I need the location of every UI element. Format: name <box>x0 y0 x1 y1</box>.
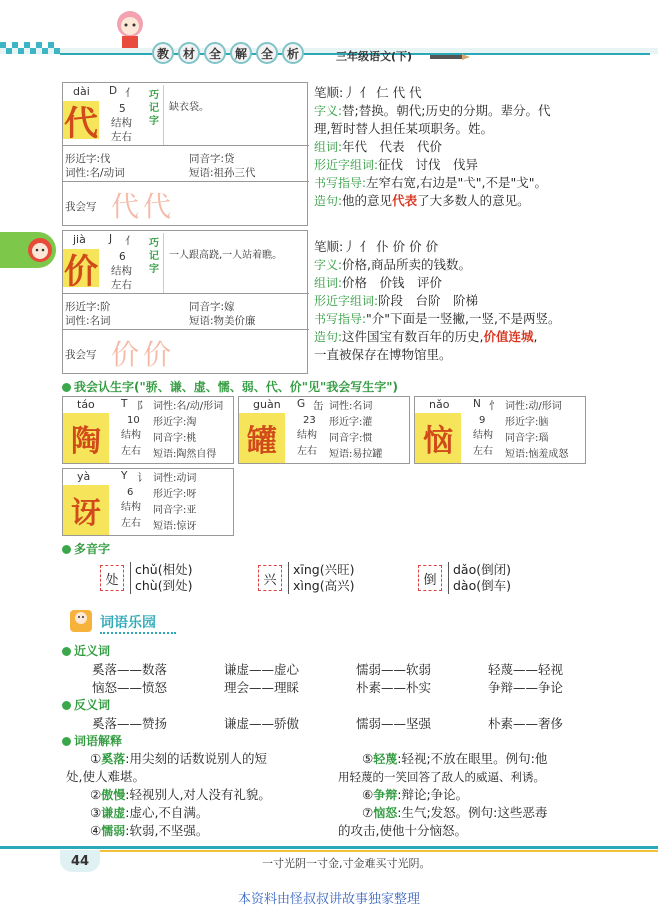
layout: 左右 <box>111 131 132 143</box>
num: ④ <box>90 823 102 838</box>
meaning: 价格,商品所卖的钱数。 <box>342 257 472 272</box>
word-pair: 奚落——数落 <box>92 662 168 677</box>
radical: 讠 <box>137 472 148 484</box>
tip: 缺衣袋。 <box>169 102 209 113</box>
write-label: 我会写 <box>65 349 97 361</box>
index-letter: D <box>109 85 118 97</box>
polyphone-item <box>418 562 511 594</box>
homophone: 同音字:惯 <box>329 433 373 444</box>
sentence-part: 了大多数人的意见。 <box>417 193 530 208</box>
radical: 亻 <box>125 235 136 247</box>
reading: xīng(兴旺) <box>293 562 355 577</box>
footer-motto: 一寸光阴一寸金,寸金难买寸光阴。 <box>262 857 431 870</box>
homophone: 同音字:亚 <box>153 505 197 516</box>
radical: 忄 <box>489 400 500 412</box>
layout: 左右 <box>111 279 132 291</box>
radical: 缶 <box>313 400 324 412</box>
big-char: 恼 <box>415 413 461 463</box>
term: 傲慢 <box>101 788 126 802</box>
term: 争辩 <box>373 788 398 802</box>
synonyms-title: 近义词 <box>62 642 110 659</box>
pinyin: dài <box>73 85 90 98</box>
tip: 一人跟高跷,一人站着瞧。 <box>169 250 283 261</box>
definition: :用尖刻的话数说别人的短 <box>125 751 267 766</box>
layout: 左右 <box>121 446 141 457</box>
definition: 的攻击,使他十分恼怒。 <box>338 823 467 838</box>
write-label: 我会写 <box>65 201 97 213</box>
term: 奚落 <box>101 752 126 766</box>
definition: 处,使人难堪。 <box>66 769 145 784</box>
footer-divider <box>0 846 658 849</box>
reading: dào(倒车) <box>453 578 511 593</box>
word-pair: 谦虚——虚心 <box>224 662 300 677</box>
title-char: 教 <box>152 42 174 64</box>
sim-words: 阶段 台阶 阶梯 <box>378 293 479 308</box>
polyphone-title: 多音字 <box>62 540 110 557</box>
num: ① <box>90 751 102 766</box>
word-pair: 朴素——朴实 <box>356 680 432 695</box>
definition: :生气;发怒。例句:这些恶毒 <box>397 805 548 820</box>
recognize-card <box>414 396 586 464</box>
structure: 结构 <box>297 430 317 441</box>
structure: 结构 <box>121 502 141 513</box>
similar: 形近字:阶 <box>65 301 111 313</box>
definition: :虚心,不自满。 <box>125 805 209 820</box>
explain-title: 词语解释 <box>62 732 122 749</box>
pos: 词性:名词 <box>65 315 111 327</box>
title-char: 析 <box>282 42 304 64</box>
pencil-icon <box>430 50 470 58</box>
header-title <box>152 42 304 64</box>
word-garden-icon <box>64 604 98 636</box>
index-letter: T <box>121 398 128 410</box>
structure: 结构 <box>111 117 132 129</box>
definition: 用轻蔑的一笑回答了敌人的威逼、利诱。 <box>338 770 545 784</box>
side-tab <box>0 232 56 268</box>
sentence-label: 造句: <box>314 330 343 344</box>
recognize-card <box>62 468 234 536</box>
similar: 形近字:灌 <box>329 417 373 428</box>
word-pair: 奚落——赞扬 <box>92 716 168 731</box>
big-char: 罐 <box>239 413 285 463</box>
strokes: 23 <box>303 415 316 426</box>
title-char: 全 <box>256 42 278 64</box>
guide-label: 书写指导: <box>314 176 367 190</box>
polyphone-char: 兴 <box>258 565 282 591</box>
sentence-highlight: 价值连城 <box>483 329 534 344</box>
antonym-row <box>92 714 612 732</box>
num: ② <box>90 787 102 802</box>
phrase: 短语:陶然自得 <box>153 449 217 460</box>
index-letter: N <box>473 398 481 410</box>
structure: 结构 <box>111 265 132 277</box>
term: 懦弱 <box>101 824 126 838</box>
term: 恼怒 <box>373 806 398 820</box>
pinyin: guàn <box>253 398 281 411</box>
phrase: 短语:惊讶 <box>153 521 197 532</box>
polyphone-char: 处 <box>100 565 124 591</box>
title-char: 解 <box>230 42 252 64</box>
big-char: 价 <box>63 249 99 287</box>
similar: 形近字:伐 <box>65 153 111 165</box>
title-char: 全 <box>204 42 226 64</box>
recognize-card <box>238 396 410 464</box>
radical: 阝 <box>137 400 148 412</box>
pinyin: nǎo <box>429 398 450 411</box>
recognize-title: 我会认生字("骄、谦、虚、懦、弱、代、价"见"我会写生字") <box>62 378 398 395</box>
word-pair: 轻蔑——轻视 <box>488 662 564 677</box>
synonym-row <box>92 678 612 696</box>
meaning: 替;替换。朝代;历史的分期。辈分。代 <box>342 103 551 118</box>
homophone: 同音字:嫁 <box>189 301 235 313</box>
homophone: 同音字:贷 <box>189 153 235 165</box>
words: 年代 代表 代价 <box>342 139 443 154</box>
words-label: 组词: <box>314 140 343 154</box>
trace-chars: 代代 <box>111 190 176 223</box>
pos: 词性:名/动词 <box>65 167 125 179</box>
num: ⑤ <box>362 751 374 766</box>
index-letter: J <box>109 233 113 245</box>
strokes: 10 <box>127 415 140 426</box>
reading: xìng(高兴) <box>293 578 355 593</box>
word-pair: 懦弱——软弱 <box>356 662 432 677</box>
word-pair: 理会——理睬 <box>224 680 300 695</box>
sentence-part: , <box>533 329 538 344</box>
polyphone-char: 倒 <box>418 565 442 591</box>
synonym-row <box>92 660 612 678</box>
char-detail <box>314 84 614 210</box>
definition: :轻视;不放在眼里。例句:他 <box>397 751 548 766</box>
term: 谦虚 <box>101 806 126 820</box>
num: ③ <box>90 805 102 820</box>
antonyms-title: 反义词 <box>62 696 110 713</box>
homophone: 同音字:瑙 <box>505 433 549 444</box>
header-stripe <box>0 36 658 58</box>
footer-credit: 本资料由怪叔叔讲故事独家整理 <box>237 892 420 907</box>
phrase: 短语:物美价廉 <box>189 315 256 327</box>
explain-left <box>66 750 336 840</box>
radical: 亻 <box>125 87 136 99</box>
sentence-part: 他的意见 <box>342 193 393 208</box>
pos: 词性:动/形词 <box>505 401 562 412</box>
tip-label: 巧记字 <box>149 90 159 127</box>
words: 价格 价钱 评价 <box>342 275 443 290</box>
big-char: 代 <box>63 101 99 139</box>
title-char: 材 <box>178 42 200 64</box>
num: ⑦ <box>362 805 374 820</box>
num: ⑥ <box>362 787 374 802</box>
pinyin: táo <box>77 398 95 411</box>
guide: 左窄右宽,右边是"弋",不是"戈"。 <box>366 175 547 190</box>
layout: 左右 <box>473 446 493 457</box>
similar: 形近字:淘 <box>153 417 197 428</box>
index-letter: Y <box>121 470 128 482</box>
stroke-order: 笔顺:丿 亻 仆 价 价 价 <box>314 239 439 254</box>
phrase: 短语:恼羞成怒 <box>505 449 569 460</box>
word-garden-title: 词语乐园 <box>100 612 176 634</box>
strokes: 5 <box>119 103 126 115</box>
footer-line <box>60 850 658 852</box>
homophone: 同音字:桃 <box>153 433 197 444</box>
term: 轻蔑 <box>373 752 398 766</box>
sentence-cont: 一直被保存在博物馆里。 <box>314 347 452 362</box>
polyphone-item <box>100 562 192 594</box>
char-card <box>62 230 308 374</box>
pos: 词性:名词 <box>329 401 373 412</box>
guide: "介"下面是一竖撇,一竖,不是两竖。 <box>366 311 561 326</box>
page-number: 44 <box>70 853 90 869</box>
layout: 左右 <box>297 446 317 457</box>
phrase: 短语:易拉罐 <box>329 449 383 460</box>
tip-label: 巧记字 <box>149 238 159 275</box>
reading: chǔ(相处) <box>135 562 193 577</box>
char-detail <box>314 238 624 364</box>
structure: 结构 <box>473 430 493 441</box>
similar: 形近字:呀 <box>153 489 197 500</box>
strokes: 6 <box>127 487 134 498</box>
layout: 左右 <box>121 518 141 529</box>
sentence-highlight: 代表 <box>392 193 418 208</box>
phrase: 短语:祖孙三代 <box>189 167 256 179</box>
meaning-label: 字义: <box>314 258 343 272</box>
recognize-card <box>62 396 234 464</box>
grade-label: 三年级语文(下) <box>336 50 413 63</box>
page-number-badge <box>60 850 100 872</box>
word-pair: 谦虚——骄傲 <box>224 716 300 731</box>
stroke-order: 笔顺:丿 亻 仁 代 代 <box>314 85 422 100</box>
sim-words: 征伐 讨伐 伐异 <box>378 157 479 172</box>
sim-words-label: 形近字组词: <box>314 158 379 172</box>
explain-right <box>338 750 634 840</box>
mascot-icon <box>108 4 152 50</box>
char-card <box>62 82 308 226</box>
strokes: 9 <box>479 415 486 426</box>
words-label: 组词: <box>314 276 343 290</box>
polyphone-item <box>258 562 354 594</box>
reading: dǎo(倒闭) <box>453 562 511 577</box>
pos: 词性:名/动/形词 <box>153 401 224 412</box>
word-pair: 懦弱——坚强 <box>356 716 432 731</box>
word-pair: 朴素——奢侈 <box>488 716 564 731</box>
trace-chars: 价价 <box>111 338 176 371</box>
sentence-part: 这件国宝有数百年的历史, <box>342 329 484 344</box>
word-pair: 恼怒——愤怒 <box>92 680 168 695</box>
word-pair: 争辩——争论 <box>488 680 564 695</box>
sentence-label: 造句: <box>314 194 343 208</box>
big-char: 讶 <box>63 485 109 535</box>
meaning-label: 字义: <box>314 104 343 118</box>
pinyin: jià <box>73 233 86 246</box>
index-letter: G <box>297 398 306 410</box>
definition: :轻视别人,对人没有礼貌。 <box>125 787 271 802</box>
strokes: 6 <box>119 251 126 263</box>
definition: :软弱,不坚强。 <box>125 823 209 838</box>
big-char: 陶 <box>63 413 109 463</box>
definition: :辩论;争论。 <box>397 787 469 802</box>
meaning-cont: 理,暂时替人担任某项职务。姓。 <box>314 121 493 136</box>
guide-label: 书写指导: <box>314 312 367 326</box>
pos: 词性:动词 <box>153 473 197 484</box>
similar: 形近字:脑 <box>505 417 549 428</box>
structure: 结构 <box>121 430 141 441</box>
reading: chù(到处) <box>135 578 193 593</box>
pinyin: yà <box>77 470 91 483</box>
sim-words-label: 形近字组词: <box>314 294 379 308</box>
